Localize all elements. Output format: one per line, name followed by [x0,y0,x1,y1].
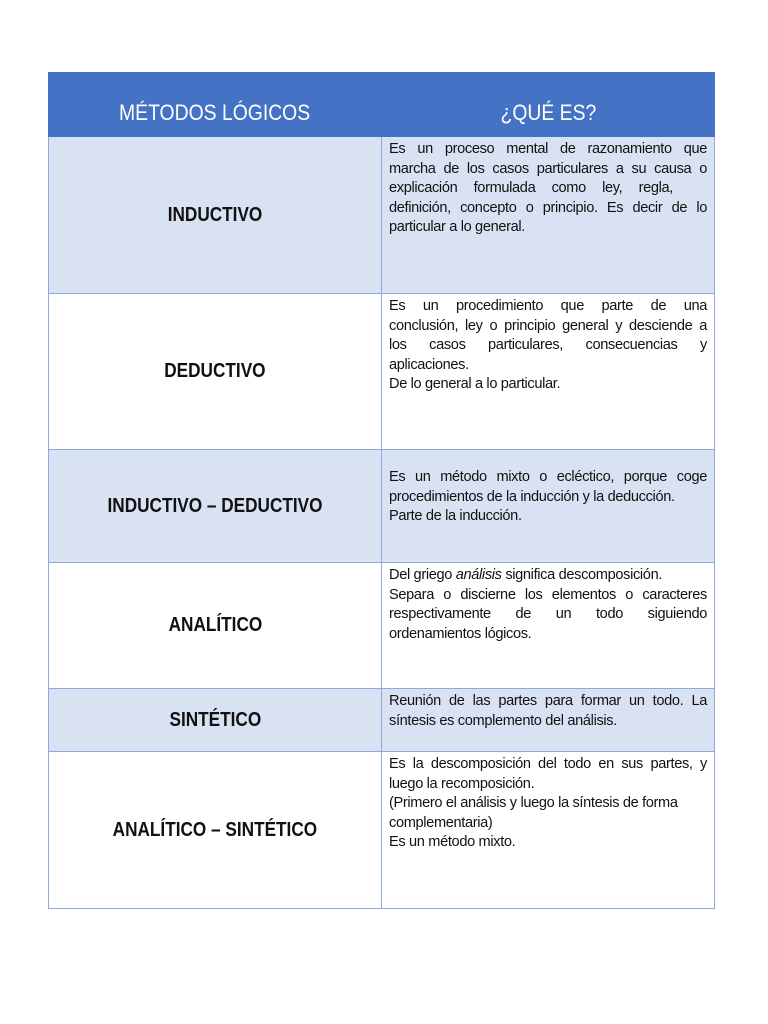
header-what-is-label: ¿QUÉ ES? [500,100,596,125]
method-name: INDUCTIVO [167,203,263,226]
header-methods-label: MÉTODOS LÓGICOS [119,100,311,125]
table-row-sintetico [49,689,715,752]
description-line: ordenamientos lógicos. [389,625,532,642]
table-row-deductivo [49,294,715,450]
description-line [389,566,707,586]
method-cell [49,752,382,909]
description-line: Parte de la inducción. [389,508,522,525]
description-line: Es un proceso mental de razonamiento que [389,141,707,157]
description-line: Reunión de las partes para formar un todo. La [389,693,707,709]
method-name: ANALÍTICO – SINTÉTICO [112,818,318,841]
description-line: luego la recomposición. [389,775,535,792]
description-cell [382,752,715,909]
description-line: los casos particulares, consecuencias y [389,337,707,354]
table-row-analitico-sintetico [49,752,715,909]
description-cell [382,450,715,563]
table-row-inductivo [49,137,715,294]
description-line: Es la descomposición del todo en sus partes, y [389,756,707,772]
method-cell [49,689,382,752]
description-line: síntesis es complemento del análisis. [389,712,617,729]
method-cell [49,137,382,294]
description-line: respectivamente de un todo siguiendo [389,606,707,623]
method-name: DEDUCTIVO [164,360,266,382]
method-name: ANALÍTICO [168,614,262,636]
description-line: (Primero el análisis y luego la síntesis de forma [389,795,678,812]
description-line: Separa o discierne los elementos o caracteres [389,586,707,603]
description-line: particular a lo general. [389,219,525,236]
method-cell [49,563,382,689]
description-cell [382,563,715,689]
methods-table [48,72,715,909]
table-row-analitico [49,563,715,689]
method-cell [49,294,382,450]
description-line: definición, concepto o principio. Es decir de lo [389,199,707,216]
header-what-is [382,73,715,137]
description-italic-term: análisis [455,567,502,583]
description-line: conclusión, ley o principio general y desciende a [389,317,707,334]
method-name: SINTÉTICO [169,708,261,731]
description-line: procedimientos de la inducción y la deducción. [389,488,675,505]
description-line: marcha de los casos particulares a su causa o [389,160,707,177]
description-line: Es un método mixto. [389,834,516,851]
method-cell [49,450,382,563]
description-line: Es un método mixto o ecléctico, porque coge [389,469,707,485]
method-name: INDUCTIVO – DEDUCTIVO [107,494,323,517]
table-header-row [49,73,715,137]
description-cell [382,137,715,294]
description-cell [382,689,715,752]
description-line: complementaria) [389,814,493,831]
description-text: significa descomposición. [501,567,663,583]
table-row-inductivo-deductivo [49,450,715,563]
description-line: explicación formulada como ley, regla, [389,180,673,197]
header-methods [49,73,382,137]
description-line: aplicaciones. [389,356,469,373]
description-text: Del griego [389,567,456,583]
description-line: Es un procedimiento que parte de una [389,298,707,314]
description-cell [382,294,715,450]
description-line: De lo general a lo particular. [389,376,561,393]
